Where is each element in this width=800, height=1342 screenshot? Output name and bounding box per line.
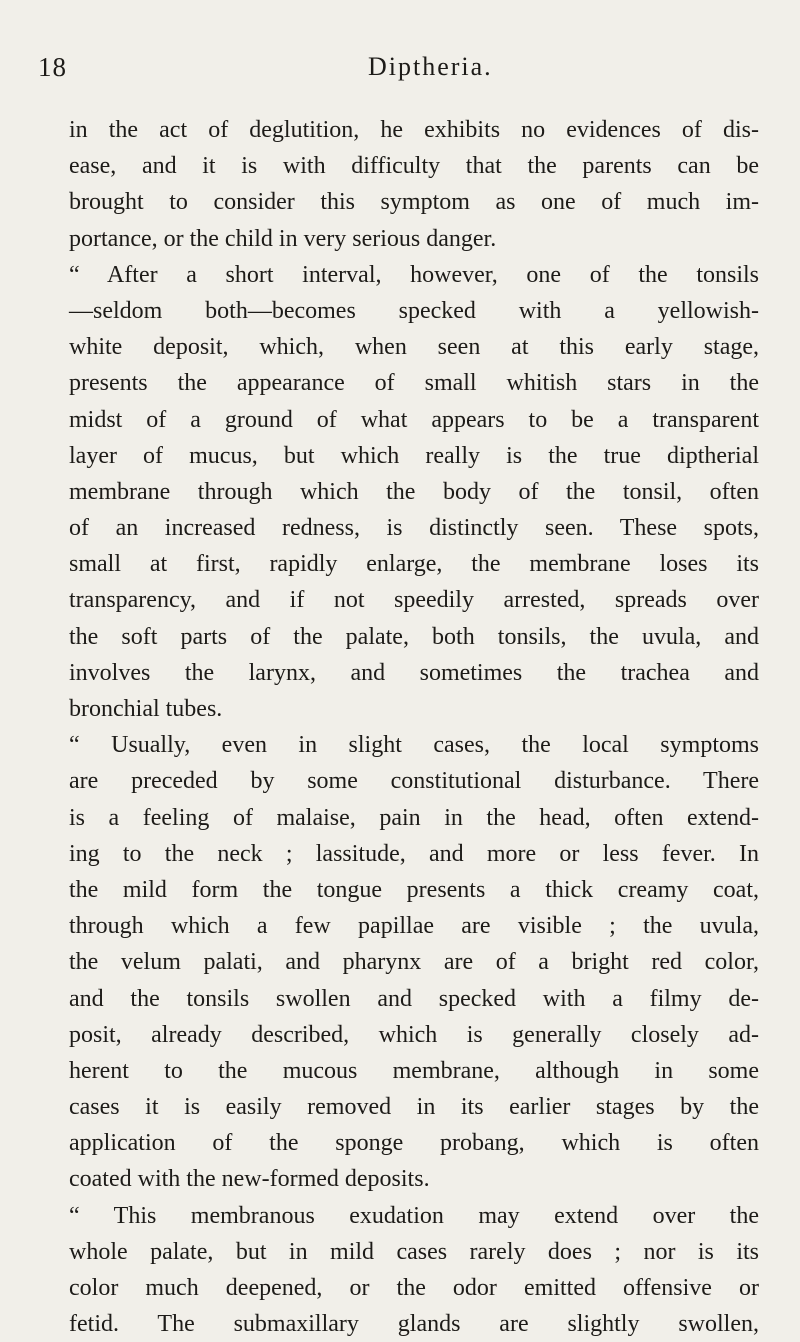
text-line: midst of a ground of what appears to be a transparent [69,406,759,433]
text-line: involves the larynx, and sometimes the trachea and [69,659,759,686]
text-line: membrane through which the body of the tonsil, often [69,478,759,505]
text-line: —seldom both—becomes specked with a yellowish- [69,297,759,324]
text-line: herent to the mucous membrane, although in some [69,1057,759,1084]
text-line: white deposit, which, when seen at this early stage, [69,334,759,361]
body-text [69,112,759,1342]
text-line: application of the sponge probang, which is often [69,1130,759,1157]
text-line: transparency, and if not speedily arrested, spreads over [69,587,759,614]
text-line: posit, already described, which is generally closely ad- [69,1021,759,1048]
text-line: the velum palati, and pharynx are of a bright red color, [69,949,759,976]
text-line: the mild form the tongue presents a thick creamy coat, [69,876,759,903]
text-line: layer of mucus, but which really is the true diptherial [69,442,759,469]
running-title: Diptheria. [368,52,493,81]
text-line: cases it is easily removed in its earlier stages by the [69,1094,759,1121]
text-line: ease, and it is with difficulty that the parents can be [69,153,759,180]
text-line: is a feeling of malaise, pain in the head, often extend- [69,804,759,831]
text-line: of an increased redness, is distinctly seen. These spots, [69,515,759,542]
text-line: portance, or the child in very serious danger. [69,225,497,252]
text-line: and the tonsils swollen and specked with a filmy de- [69,985,759,1012]
text-line: fetid. The submaxillary glands are slightly swollen, [69,1311,759,1338]
text-line: ing to the neck ; lassitude, and more or less fever. In [69,840,759,867]
text-line: small at first, rapidly enlarge, the membrane loses its [69,551,759,578]
text-line: color much deepened, or the odor emitted offensive or [69,1275,759,1301]
text-line: “ Usually, even in slight cases, the local symptoms [69,732,759,759]
text-line: brought to consider this symptom as one of much im- [69,189,759,216]
text-line: are preceded by some constitutional disturbance. There [69,768,759,795]
text-line: “ After a short interval, however, one of the tonsils [69,261,759,288]
text-line: in the act of deglutition, he exhibits no evidences of dis- [69,117,759,143]
text-line: bronchial tubes. [69,696,223,722]
page-header [38,52,752,92]
text-line: presents the appearance of small whitish stars in the [69,370,759,397]
text-line: “ This membranous exudation may extend over the [69,1202,759,1229]
text-line: whole palate, but in mild cases rarely does ; nor is its [69,1238,759,1265]
text-line: the soft parts of the palate, both tonsils, the uvula, and [69,623,759,650]
page-number: 18 [38,52,67,82]
text-line: coated with the new-formed deposits. [69,1166,430,1193]
text-line: through which a few papillae are visible ; the uvula, [69,913,759,940]
